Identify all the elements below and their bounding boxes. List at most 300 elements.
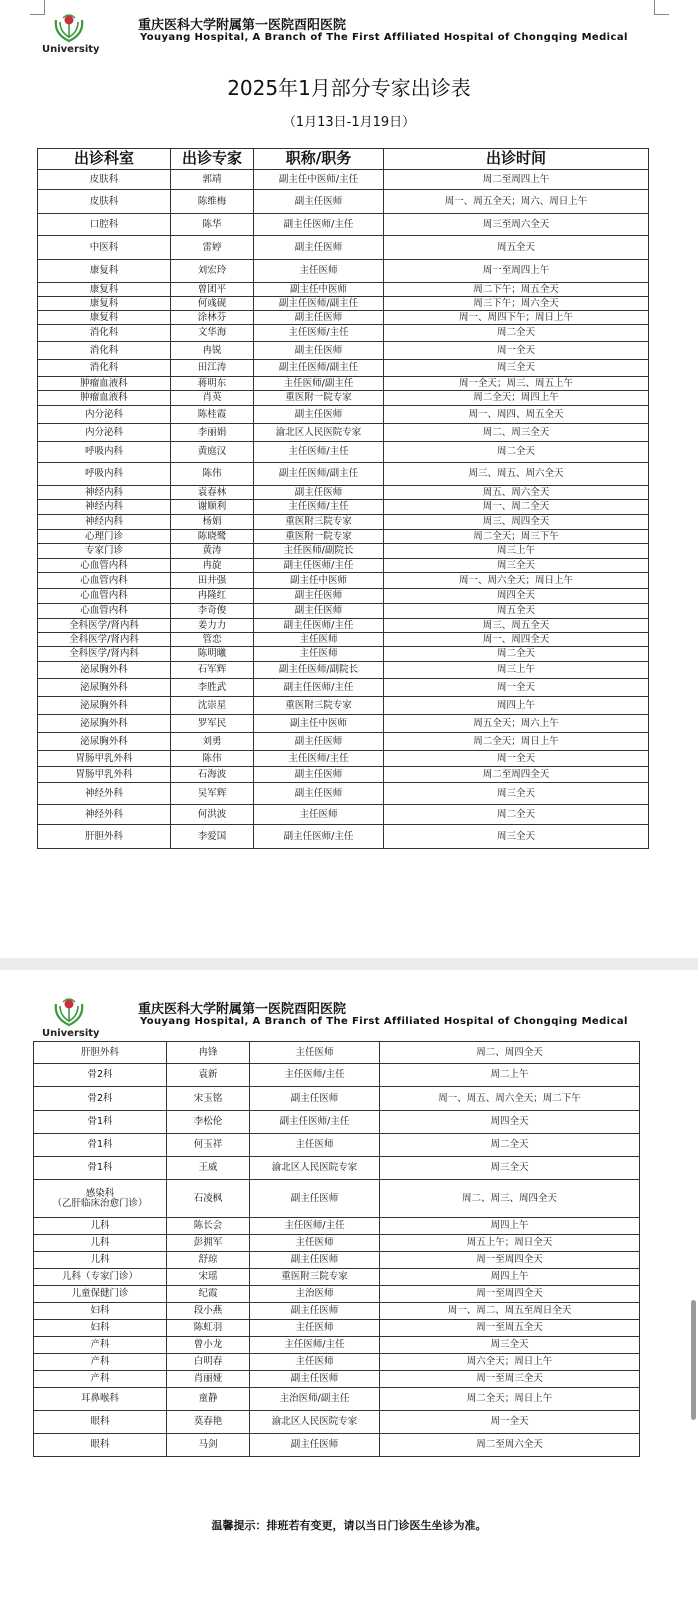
- title-cell: 副主任医师/副主任: [254, 297, 384, 311]
- schedule-cell: 周二、周四全天: [380, 1042, 640, 1064]
- date-range: （1月13日-1月19日）: [282, 115, 416, 130]
- logo-caption: University: [42, 1028, 100, 1039]
- department-cell: 神经内科: [38, 500, 171, 515]
- table-row: [38, 647, 649, 662]
- table-row: [34, 1434, 640, 1457]
- department-cell: 消化科: [38, 342, 171, 360]
- expert-cell: 李奇俊: [171, 604, 254, 619]
- expert-cell: 李丽娟: [171, 424, 254, 442]
- expert-cell: 陈华: [171, 214, 254, 236]
- title-cell: 副主任医师/主任: [254, 559, 384, 573]
- department-cell: 骨1科: [34, 1111, 167, 1134]
- expert-cell: 杨娟: [171, 515, 254, 530]
- department-cell: 内分泌科: [38, 424, 171, 442]
- table-row: [38, 733, 649, 751]
- department-cell: 皮肤科: [38, 190, 171, 214]
- title-cell: 主任医师/主任: [254, 325, 384, 342]
- table-row: [38, 406, 649, 424]
- table-row: [38, 236, 649, 260]
- table-row: [34, 1354, 640, 1371]
- schedule-cell: 周二全天；周三下午: [384, 530, 649, 544]
- title-cell: 副主任医师/主任: [254, 679, 384, 697]
- schedule-cell: 周二全天: [380, 1134, 640, 1157]
- title-cell: 副主任医师: [250, 1303, 380, 1320]
- title-cell: 副主任医师: [254, 342, 384, 360]
- department-cell: 专家门诊: [38, 544, 171, 559]
- department-cell: 康复科: [38, 297, 171, 311]
- title-cell: 主任医师: [250, 1320, 380, 1337]
- expert-cell: 童静: [167, 1388, 250, 1411]
- schedule-cell: 周一至周五全天: [380, 1320, 640, 1337]
- department-cell: 泌尿胸外科: [38, 679, 171, 697]
- page-title: 2025年1月部分专家出诊表: [227, 76, 471, 100]
- title-cell: 重医附三院专家: [254, 515, 384, 530]
- table-row: [34, 1286, 640, 1303]
- title-cell: 副主任医师: [254, 783, 384, 805]
- schedule-cell: 周四上午: [384, 697, 649, 715]
- schedule-cell: 周四全天: [384, 589, 649, 604]
- schedule-cell: 周三上午: [384, 662, 649, 679]
- department-cell: 神经内科: [38, 515, 171, 530]
- department-cell: 产科: [34, 1354, 167, 1371]
- expert-cell: 纪霞: [167, 1286, 250, 1303]
- title-cell: 副主任医师/主任: [254, 619, 384, 633]
- schedule-cell: 周五全天；周六上午: [384, 715, 649, 733]
- logo-caption: University: [42, 44, 100, 55]
- schedule-cell: 周三下午；周六全天: [384, 297, 649, 311]
- table-row: [38, 662, 649, 679]
- expert-cell: 陈明曦: [171, 647, 254, 662]
- table-row: [38, 463, 649, 486]
- title-cell: 副主任医师: [254, 486, 384, 500]
- department-cell: 产科: [34, 1337, 167, 1354]
- schedule-cell: 周二全天；周日上午: [384, 733, 649, 751]
- schedule-cell: 周二上午: [380, 1064, 640, 1087]
- table-row: [38, 500, 649, 515]
- title-cell: 主任医师/主任: [250, 1218, 380, 1235]
- title-cell: 副主任医师: [250, 1434, 380, 1457]
- table-row: [34, 1252, 640, 1269]
- expert-cell: 雷婷: [171, 236, 254, 260]
- department-cell: 泌尿胸外科: [38, 662, 171, 679]
- expert-cell: 马剑: [167, 1434, 250, 1457]
- hospital-name-en: Youyang Hospital, A Branch of The First Affiliated Hospital of Chongqing Medical: [140, 32, 628, 43]
- expert-cell: 段小燕: [167, 1303, 250, 1320]
- table-row: [38, 391, 649, 406]
- hospital-logo-icon: [52, 10, 86, 44]
- expert-cell: 管恋: [171, 633, 254, 647]
- column-header: 出诊专家: [171, 149, 254, 170]
- department-cell: 心血管内科: [38, 589, 171, 604]
- table-row: [38, 715, 649, 733]
- schedule-cell: 周一至周四全天: [380, 1286, 640, 1303]
- department-cell: 神经内科: [38, 486, 171, 500]
- table-row: [38, 260, 649, 283]
- department-cell: 肿瘤血液科: [38, 391, 171, 406]
- expert-cell: 涂林芬: [171, 311, 254, 325]
- department-cell: 眼科: [34, 1411, 167, 1434]
- expert-cell: 冉隆红: [171, 589, 254, 604]
- title-cell: 副主任医师: [254, 311, 384, 325]
- schedule-cell: 周一、周二全天: [384, 500, 649, 515]
- expert-cell: 石凌枫: [167, 1180, 250, 1218]
- expert-cell: 罗军民: [171, 715, 254, 733]
- table-row: [34, 1064, 640, 1087]
- table-row: [38, 633, 649, 647]
- column-header: 职称/职务: [254, 149, 384, 170]
- table-row: [38, 559, 649, 573]
- expert-cell: 冉锐: [171, 342, 254, 360]
- expert-cell: 莫春艳: [167, 1411, 250, 1434]
- table-row: [38, 377, 649, 391]
- schedule-cell: 周一、周二、周五至周日全天: [380, 1303, 640, 1320]
- title-cell: 副主任医师/主任: [254, 825, 384, 849]
- table-row: [38, 697, 649, 715]
- hospital-name-cn: 重庆医科大学附属第一医院酉阳医院: [138, 18, 347, 33]
- schedule-cell: 周三全天: [380, 1157, 640, 1180]
- schedule-cell: 周二全天: [384, 805, 649, 825]
- title-cell: 副主任医师: [254, 733, 384, 751]
- department-cell: 心血管内科: [38, 573, 171, 589]
- hospital-name-en: Youyang Hospital, A Branch of The First Affiliated Hospital of Chongqing Medical: [140, 1016, 628, 1027]
- title-cell: 主任医师/副主任: [254, 377, 384, 391]
- title-cell: 主任医师: [250, 1354, 380, 1371]
- title-cell: 副主任中医师: [254, 283, 384, 297]
- expert-cell: 田井强: [171, 573, 254, 589]
- expert-cell: 沈崇星: [171, 697, 254, 715]
- title-cell: 副主任中医师/主任: [254, 170, 384, 190]
- department-cell: 骨1科: [34, 1157, 167, 1180]
- title-cell: 副主任医师/副主任: [254, 463, 384, 486]
- table-row: [38, 214, 649, 236]
- title-cell: 主任医师/副院长: [254, 544, 384, 559]
- title-cell: 重医附三院专家: [250, 1269, 380, 1286]
- title-cell: 主任医师: [254, 647, 384, 662]
- title-cell: 主任医师/主任: [250, 1337, 380, 1354]
- department-cell: 心血管内科: [38, 604, 171, 619]
- department-cell: 内分泌科: [38, 406, 171, 424]
- expert-cell: 吴军辉: [171, 783, 254, 805]
- table-row: [38, 486, 649, 500]
- department-cell: 心理门诊: [38, 530, 171, 544]
- schedule-cell: 周三上午: [384, 544, 649, 559]
- department-cell: 口腔科: [38, 214, 171, 236]
- table-row: [38, 515, 649, 530]
- table-row: [38, 767, 649, 783]
- schedule-cell: 周三全天: [384, 559, 649, 573]
- table-row: [34, 1388, 640, 1411]
- table-row: [34, 1180, 640, 1218]
- schedule-cell: 周四上午: [380, 1269, 640, 1286]
- schedule-cell: 周一至周四上午: [384, 260, 649, 283]
- department-cell: 呼吸内科: [38, 442, 171, 463]
- table-row: [34, 1218, 640, 1235]
- title-cell: 渝北区人民医院专家: [254, 424, 384, 442]
- expert-cell: 冉锋: [167, 1042, 250, 1064]
- department-cell: 耳鼻喉科: [34, 1388, 167, 1411]
- title-cell: 副主任医师: [250, 1087, 380, 1111]
- expert-cell: 李松伦: [167, 1111, 250, 1134]
- title-cell: 主任医师: [254, 260, 384, 283]
- table-row: [38, 619, 649, 633]
- expert-cell: 谢顺利: [171, 500, 254, 515]
- department-cell: 产科: [34, 1371, 167, 1388]
- schedule-cell: 周五上午；周日全天: [380, 1235, 640, 1252]
- expert-cell: 彭拥军: [167, 1235, 250, 1252]
- expert-cell: 刘宏玲: [171, 260, 254, 283]
- title-cell: 副主任医师: [254, 604, 384, 619]
- department-cell: 神经外科: [38, 783, 171, 805]
- schedule-cell: 周一全天；周三、周五上午: [384, 377, 649, 391]
- expert-cell: 曾小龙: [167, 1337, 250, 1354]
- hospital-logo-icon: [52, 994, 86, 1028]
- schedule-cell: 周五、周六全天: [384, 486, 649, 500]
- title-cell: 重医附一院专家: [254, 530, 384, 544]
- schedule-cell: 周一至周三全天: [380, 1371, 640, 1388]
- expert-cell: 陈桂霞: [171, 406, 254, 424]
- schedule-table-page-2: [33, 1041, 640, 1457]
- expert-cell: 王威: [167, 1157, 250, 1180]
- expert-cell: 姜力力: [171, 619, 254, 633]
- schedule-cell: 周一、周五、周六全天；周二下午: [380, 1087, 640, 1111]
- schedule-cell: 周二至周四全天: [384, 767, 649, 783]
- title-cell: 主任医师: [250, 1134, 380, 1157]
- department-cell: 消化科: [38, 325, 171, 342]
- department-cell: 儿科: [34, 1218, 167, 1235]
- title-cell: 重医附三院专家: [254, 697, 384, 715]
- schedule-cell: 周一、周五全天；周六、周日上午: [384, 190, 649, 214]
- schedule-cell: 周五全天: [384, 604, 649, 619]
- expert-cell: 李爱国: [171, 825, 254, 849]
- expert-cell: 陈晓鹭: [171, 530, 254, 544]
- department-cell: 泌尿胸外科: [38, 697, 171, 715]
- department-cell: 妇科: [34, 1303, 167, 1320]
- department-cell: 肝胆外科: [38, 825, 171, 849]
- expert-cell: 石军辉: [171, 662, 254, 679]
- expert-cell: 文华海: [171, 325, 254, 342]
- expert-cell: 曾团平: [171, 283, 254, 297]
- department-cell: 骨2科: [34, 1087, 167, 1111]
- table-row: [38, 544, 649, 559]
- department-cell: 神经外科: [38, 805, 171, 825]
- title-cell: 副主任医师: [250, 1180, 380, 1218]
- title-cell: 主治医师: [250, 1286, 380, 1303]
- table-row: [38, 190, 649, 214]
- table-row: [34, 1337, 640, 1354]
- department-cell: 康复科: [38, 260, 171, 283]
- department-cell: 儿科: [34, 1235, 167, 1252]
- table-row: [38, 825, 649, 849]
- title-cell: 副主任中医师: [254, 573, 384, 589]
- title-cell: 主任医师/主任: [254, 751, 384, 767]
- expert-cell: 陈伟: [171, 751, 254, 767]
- scrollbar-thumb[interactable]: [691, 1300, 696, 1420]
- table-row: [38, 297, 649, 311]
- schedule-cell: 周一、周四、周五全天: [384, 406, 649, 424]
- page-header: [0, 984, 698, 1044]
- title-cell: 副主任医师: [250, 1371, 380, 1388]
- schedule-cell: 周二全天: [384, 647, 649, 662]
- department-cell: 胃肠甲乳外科: [38, 767, 171, 783]
- schedule-cell: 周三至周六全天: [384, 214, 649, 236]
- expert-cell: 宋瑶: [167, 1269, 250, 1286]
- schedule-cell: 周一全天: [384, 679, 649, 697]
- expert-cell: 蒋明东: [171, 377, 254, 391]
- table-row: [34, 1111, 640, 1134]
- schedule-cell: 周三全天: [384, 825, 649, 849]
- schedule-cell: 周二全天；周四上午: [384, 391, 649, 406]
- table-row: [38, 283, 649, 297]
- title-cell: 主任医师/主任: [254, 500, 384, 515]
- title-cell: 副主任医师: [250, 1252, 380, 1269]
- page-2: [0, 970, 698, 1600]
- title-cell: 副主任医师: [254, 236, 384, 260]
- expert-cell: 李胜武: [171, 679, 254, 697]
- table-header-row: [38, 149, 649, 170]
- department-cell: 泌尿胸外科: [38, 715, 171, 733]
- title-cell: 副主任医师: [254, 190, 384, 214]
- column-header: 出诊科室: [38, 149, 171, 170]
- table-row: [38, 424, 649, 442]
- expert-cell: 白明春: [167, 1354, 250, 1371]
- table-row: [34, 1269, 640, 1286]
- expert-cell: 陈长会: [167, 1218, 250, 1235]
- title-cell: 主治医师/副主任: [250, 1388, 380, 1411]
- table-row: [38, 679, 649, 697]
- table-row: [34, 1087, 640, 1111]
- schedule-cell: 周六全天；周日上午: [380, 1354, 640, 1371]
- table-row: [38, 325, 649, 342]
- expert-cell: 何洪波: [171, 805, 254, 825]
- expert-cell: 冉旋: [171, 559, 254, 573]
- table-row: [38, 604, 649, 619]
- table-row: [38, 805, 649, 825]
- department-cell: 心血管内科: [38, 559, 171, 573]
- table-row: [34, 1235, 640, 1252]
- table-row: [34, 1042, 640, 1064]
- title-cell: 主任医师: [250, 1235, 380, 1252]
- title-cell: 副主任医师/副主任: [254, 360, 384, 377]
- expert-cell: 袁新: [167, 1064, 250, 1087]
- schedule-table-page-1: [37, 148, 649, 849]
- department-cell: 感染科 （乙肝临床治愈门诊）: [34, 1180, 167, 1218]
- page-header: [0, 0, 698, 60]
- expert-cell: 黄庭汉: [171, 442, 254, 463]
- expert-cell: 何玉祥: [167, 1134, 250, 1157]
- title-cell: 副主任医师/副院长: [254, 662, 384, 679]
- expert-cell: 石海波: [171, 767, 254, 783]
- department-cell: 皮肤科: [38, 170, 171, 190]
- department-cell: 儿童保健门诊: [34, 1286, 167, 1303]
- schedule-cell: 周一至周四全天: [380, 1252, 640, 1269]
- schedule-cell: 周一全天: [380, 1411, 640, 1434]
- title-cell: 渝北区人民医院专家: [250, 1157, 380, 1180]
- expert-cell: 陈伟: [171, 463, 254, 486]
- schedule-cell: 周五全天: [384, 236, 649, 260]
- department-cell: 肿瘤血液科: [38, 377, 171, 391]
- expert-cell: 舒琼: [167, 1252, 250, 1269]
- table-row: [38, 783, 649, 805]
- expert-cell: 郭靖: [171, 170, 254, 190]
- department-cell: 骨1科: [34, 1134, 167, 1157]
- schedule-cell: 周一全天: [384, 342, 649, 360]
- title-cell: 副主任医师/主任: [250, 1111, 380, 1134]
- title-cell: 副主任医师: [254, 767, 384, 783]
- schedule-cell: 周三、周四全天: [384, 515, 649, 530]
- schedule-cell: 周一、周四全天: [384, 633, 649, 647]
- title-cell: 副主任医师: [254, 589, 384, 604]
- title-cell: 副主任医师: [254, 406, 384, 424]
- department-cell: 儿科（专家门诊）: [34, 1269, 167, 1286]
- table-row: [38, 530, 649, 544]
- schedule-cell: 周二全天: [384, 325, 649, 342]
- schedule-cell: 周二、周三全天: [384, 424, 649, 442]
- column-header: 出诊时间: [384, 149, 649, 170]
- department-cell: 全科医学/肾内科: [38, 647, 171, 662]
- table-row: [38, 589, 649, 604]
- table-row: [34, 1320, 640, 1337]
- title-cell: 重医附一院专家: [254, 391, 384, 406]
- title-cell: 主任医师: [254, 805, 384, 825]
- schedule-cell: 周二至周四上午: [384, 170, 649, 190]
- table-row: [34, 1157, 640, 1180]
- hospital-name-cn: 重庆医科大学附属第一医院酉阳医院: [138, 1002, 347, 1017]
- expert-cell: 肖英: [171, 391, 254, 406]
- schedule-cell: 周一、周四下午；周日上午: [384, 311, 649, 325]
- department-cell: 呼吸内科: [38, 463, 171, 486]
- schedule-cell: 周三、周五、周六全天: [384, 463, 649, 486]
- table-row: [38, 311, 649, 325]
- schedule-cell: 周四上午: [380, 1218, 640, 1235]
- department-cell: 骨2科: [34, 1064, 167, 1087]
- department-cell: 全科医学/肾内科: [38, 633, 171, 647]
- department-cell: 儿科: [34, 1252, 167, 1269]
- title-cell: 主任医师/主任: [250, 1064, 380, 1087]
- schedule-cell: 周三全天: [384, 783, 649, 805]
- table-row: [34, 1134, 640, 1157]
- expert-cell: 黄涛: [171, 544, 254, 559]
- table-row: [38, 573, 649, 589]
- title-cell: 主任医师: [250, 1042, 380, 1064]
- table-row: [34, 1303, 640, 1320]
- schedule-cell: 周二下午；周五全天: [384, 283, 649, 297]
- department-cell: 康复科: [38, 311, 171, 325]
- schedule-cell: 周二全天: [384, 442, 649, 463]
- schedule-cell: 周三全天: [384, 360, 649, 377]
- title-cell: 主任医师: [254, 633, 384, 647]
- expert-cell: 陈虹羽: [167, 1320, 250, 1337]
- table-row: [38, 360, 649, 377]
- schedule-cell: 周一、周六全天；周日上午: [384, 573, 649, 589]
- department-cell: 肝胆外科: [34, 1042, 167, 1064]
- expert-cell: 陈维梅: [171, 190, 254, 214]
- department-cell: 康复科: [38, 283, 171, 297]
- table-row: [38, 751, 649, 767]
- expert-cell: 刘勇: [171, 733, 254, 751]
- expert-cell: 田江涛: [171, 360, 254, 377]
- department-cell: 全科医学/肾内科: [38, 619, 171, 633]
- title-cell: 主任医师/主任: [254, 442, 384, 463]
- expert-cell: 袁春林: [171, 486, 254, 500]
- expert-cell: 宋玉铭: [167, 1087, 250, 1111]
- department-cell: 泌尿胸外科: [38, 733, 171, 751]
- table-row: [34, 1371, 640, 1388]
- department-cell: 胃肠甲乳外科: [38, 751, 171, 767]
- table-row: [38, 442, 649, 463]
- schedule-cell: 周四全天: [380, 1111, 640, 1134]
- expert-cell: 肖丽娅: [167, 1371, 250, 1388]
- schedule-cell: 周二、周三、周四全天: [380, 1180, 640, 1218]
